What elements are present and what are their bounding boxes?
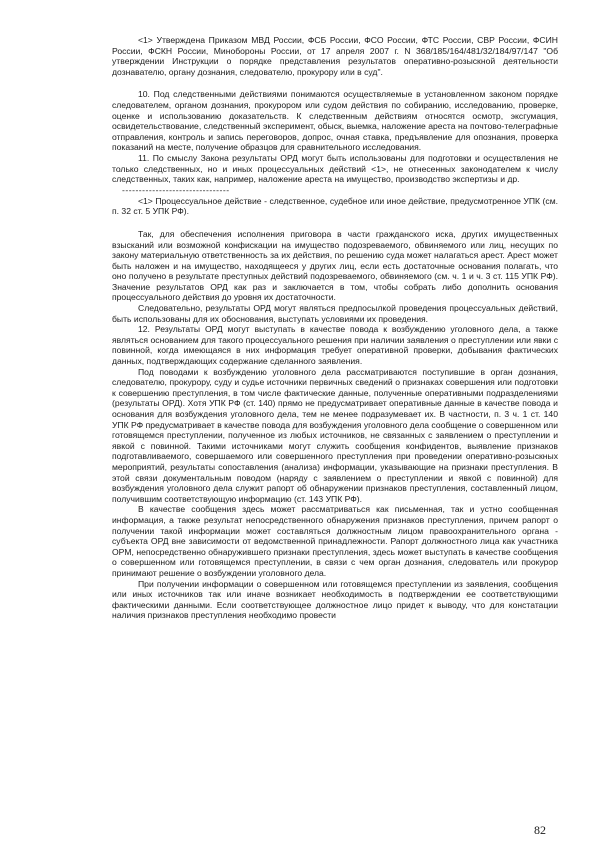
paragraph-message: В качестве сообщения здесь может рассматриваться как письменная, так и устно сообщенная информация, а также результат непосредственного обнаружения признаков преступления, причем рапорт о получении такой информации может составляться должностным лицом правоохранительного органа - субъекта ОРД вне зависимости от ведомственной принадлежности. Рапорт должностного лица как участника ОРМ, непосредственно обнаружившего признаки преступления, здесь может выступать в качестве сообщения о совершенном или готовящемся преступлении, в связи с чем орган дознания, следователь или прокурор принимают решение о возбуждении уголовного дела. [112, 504, 558, 578]
paragraph-information: При получении информации о совершенном или готовящемся преступлении из заявления, сообщения или иных источников так или иначе возникает необходимость в подтверждении ее соответствующими фактическими данными. Если соответствующее должностное лицо придет к выводу, что для констатации наличия признаков преступления необходимо провести [112, 578, 558, 621]
paragraph-consequently: Следовательно, результаты ОРД могут являться предпосылкой проведения процессуальных действий, быть использованы для их обоснования, выступать условиями их проведения. [112, 303, 558, 324]
paragraph-arrest: Так, для обеспечения исполнения приговора в части гражданского иска, других имущественных взысканий или возможной конфискации на имущество подозреваемого, обвиняемого или лиц, несущих по закону материальную ответственность за их действия, по решению суда может налагаться арест. Арест может быть наложен и на имущество, находящееся у других лиц, если есть достаточные основания полагать, что оно получено в результате преступных действий подозреваемого, обвиняемого (см. ч. 1 и ч. 3 ст. 115 УПК РФ). Значение результатов ОРД как раз и заключается в том, чтобы собрать либо дополнить основания процессуального действия до уровня их достаточности. [112, 228, 558, 303]
page-number: 82 [534, 823, 546, 837]
footnote-order-reference: <1> Утверждена Приказом МВД России, ФСБ России, ФСО России, ФТС России, СВР России, ФСИН России, ФСКН России, Минобороны России, от 17 апреля 2007 г. N 368/185/164/481/32/184/97/147 "Об утверждении Инструкции о порядке представления результатов оперативно-розыскной деятельности дознавателю, органу дознания, следователю, прокурору или в суд". [112, 35, 558, 77]
paragraph-12: 12. Результаты ОРД могут выступать в качестве повода к возбуждению уголовного дела, а также являться основанием для такого процессуального решения при наличии заявления о преступлении или явки с повинной, когда имеющаяся в них информация требует оперативной проверки, добывания фактических данных, подтверждающих содержание сделанного заявления. [112, 324, 558, 367]
footnote-separator: -------------------------------- [122, 184, 230, 195]
paragraph-grounds: Под поводами к возбуждению уголовного дела рассматриваются поступившие в орган дознания, следователю, прокурору, суду и судье источники первичных сведений о признаках совершения или подготовки к совершению преступления, в том числе фактические данные, полученные оперативными подразделениями (результаты ОРД). Хотя УПК РФ (ст. 140) прямо не предусматривает оперативные данные в качестве повода и основания для возбуждения уголовного дела, тем не менее подразумевает их. В частности, п. 3 ч. 1 ст. 140 УПК РФ предусматривает в качестве повода для возбуждения уголовного дела сообщение о совершенном или готовящемся преступлении, полученное из любых источников, не связанных с заявлением о преступлении и явкой с повинной. Такими источниками могут служить сообщения конфидентов, выявление признаков подготавливаемого, совершаемого или совершенного преступления при проведении оперативно-розыскных мероприятий, результаты сопоставления (анализа) информации, указывающие на признаки преступления. В этой связи документальным поводом (наряду с заявлением о преступлении и явкой с повинной) для возбуждения уголовного дела служит рапорт об обнаружении признаков преступления, составленный лицом, получившим соответствующую информацию (ст. 143 УПК РФ). [112, 366, 558, 504]
paragraph-11: 11. По смыслу Закона результаты ОРД могут быть использованы для подготовки и осуществления не только следственных, но и иных процессуальных действий <1>, не отнесенных законодателем к числу следственных, таких как, например, наложение ареста на имущество, производство экспертизы и др. [112, 152, 558, 185]
paragraph-10: 10. Под следственными действиями понимаются осуществляемые в установленном законом порядке следователем, органом дознания, прокурором или судом действия по собиранию, исследованию, проверке, оценке и использованию доказательств. К следственным действиям относятся осмотр, эксгумация, освидетельствование, следственный эксперимент, обыск, выемка, наложение ареста на почтово-телеграфные отправления, контроль и запись переговоров, допрос, очная ставка, предъявление для опознания, проверка показаний на месте, получение образцов для сравнительного исследования. [112, 89, 558, 153]
spacer [112, 217, 558, 229]
spacer [112, 77, 558, 89]
footnote-procedural-action: <1> Процессуальное действие - следственное, судебное или иное действие, предусмотренное УПК (см. п. 32 ст. 5 УПК РФ). [112, 195, 558, 217]
